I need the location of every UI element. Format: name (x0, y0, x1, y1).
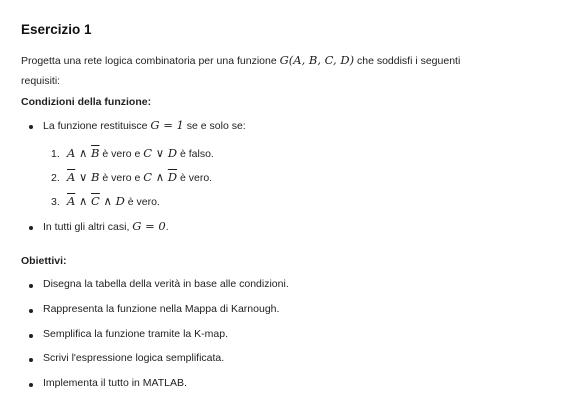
sub-item-1 (51, 146, 214, 160)
objective-item: Rappresenta la funzione nella Mappa di Karnough. (43, 303, 280, 315)
condition-text: La funzione restituisce (43, 120, 151, 132)
intro-paragraph (21, 50, 521, 91)
bullet-dot (29, 358, 33, 362)
sub-item-text: è vero e (99, 148, 144, 160)
intro-text-end: che soddisfi i seguenti (354, 55, 461, 67)
exercise-title: Esercizio 1 (21, 22, 92, 37)
bullet-dot (29, 334, 33, 338)
bullet-dot (29, 383, 33, 387)
condition-expr: G = 1 (150, 118, 184, 132)
condition-bullet (43, 118, 246, 132)
otherwise-bullet (43, 219, 169, 233)
function-signature: G(A, B, C, D) (279, 53, 355, 67)
otherwise-expr: G = 0 (132, 219, 166, 233)
sub-item-2 (51, 170, 212, 184)
intro-text-line2: requisiti: (21, 75, 61, 87)
objective-item: Semplifica la funzione tramite la K-map. (43, 328, 228, 340)
bullet-dot (29, 284, 33, 288)
objective-item: Implementa il tutto in MATLAB. (43, 377, 187, 389)
bullet-dot (29, 226, 33, 230)
intro-text-start: Progetta una rete logica combinatoria per una funzione (21, 55, 280, 67)
expr-not-a-or-b: $\overline{A}$ ∨ B (67, 170, 100, 184)
otherwise-text: In tutti gli altri casi, (43, 221, 133, 233)
expr-c-or-d: C ∨ D (143, 146, 178, 160)
objective-item: Scrivi l'espressione logica semplificata. (43, 352, 225, 364)
sub-item-text: è vero e (99, 172, 144, 184)
sub-item-text: è falso. (177, 148, 214, 160)
expr-not-a-and-not-c-and-d: $\overline{A}$ ∧ $\overline{C}$ ∧ D (67, 194, 125, 208)
objective-item: Disegna la tabella della verità in base alle condizioni. (43, 278, 289, 290)
sub-item-number: 3. (51, 196, 60, 208)
objectives-heading: Obiettivi: (21, 255, 67, 267)
condition-text-end: se e solo se: (183, 120, 246, 132)
otherwise-text-end: . (165, 221, 169, 233)
conditions-heading: Condizioni della funzione: (21, 96, 152, 108)
expr-c-and-not-d: C ∧ $\overline{D}$ (143, 170, 178, 184)
sub-item-text: è vero. (124, 196, 160, 208)
bullet-dot (29, 125, 33, 129)
sub-item-3 (51, 194, 160, 208)
sub-item-number: 1. (51, 148, 60, 160)
sub-item-number: 2. (51, 172, 60, 184)
bullet-dot (29, 309, 33, 313)
expr-a-and-not-b: A ∧ $\overline{B}$ (67, 146, 100, 160)
sub-item-text: è vero. (177, 172, 213, 184)
